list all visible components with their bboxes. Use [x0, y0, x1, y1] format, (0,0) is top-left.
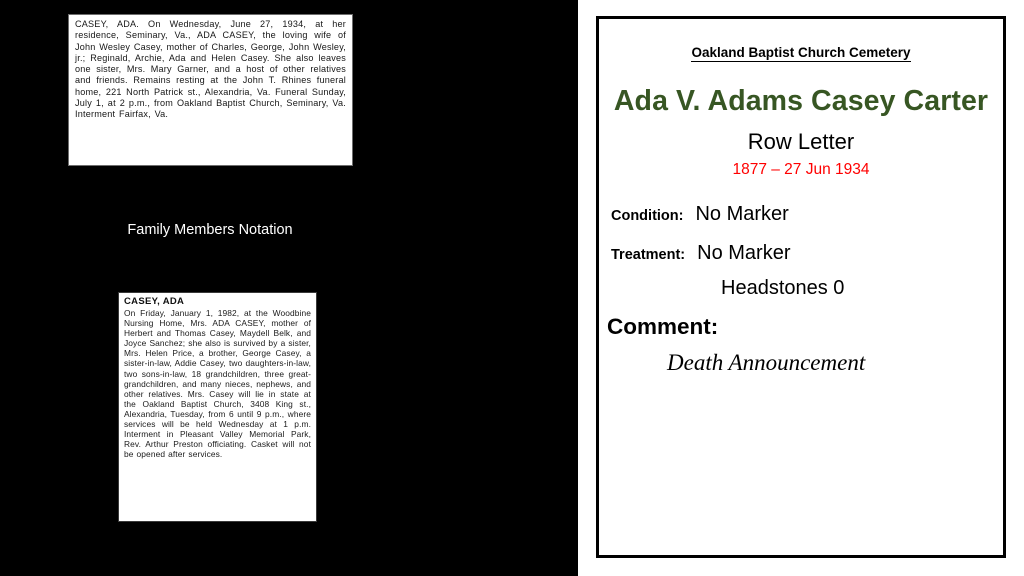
condition-label: Condition: — [611, 208, 684, 224]
headstones-count: Headstones 0 — [721, 277, 845, 299]
condition-value: No Marker — [695, 203, 789, 225]
person-name: Ada V. Adams Casey Carter — [613, 85, 989, 117]
condition-row — [599, 203, 1003, 226]
comment-label: Comment: — [607, 314, 719, 339]
cemetery-name-text: Oakland Baptist Church Cemetery — [691, 45, 911, 60]
burial-record-card — [596, 16, 1006, 558]
treatment-label: Treatment: — [611, 247, 686, 263]
right-info-panel — [578, 0, 1024, 576]
family-members-notation-caption: Family Members Notation — [127, 222, 293, 238]
treatment-value: No Marker — [697, 242, 791, 264]
obituary-clipping-1982 — [118, 292, 317, 522]
treatment-row — [599, 242, 1003, 265]
obituary-1982-text: On Friday, January 1, 1982, at the Woodbine Nursing Home, Mrs. ADA CASEY, mother of Herbert and Thomas Casey, Maydell Belk, and Joyce Sanchez; she also is survived by a sister, Mrs. Helen Price, a brother, George Casey, a sister-in-law, Addie Casey, two daughters-in-law, two sons-in-law, 18 grandchildren, three great-grandchildren, and many nieces, nephews, and other relatives. Mrs. Casey will lie in state at the Oakland Baptist Church, 3408 King st., Alexandria, Tuesday, from 6 until 9 p.m., where services will be held Wednesday at 1 p.m. Interment in Pleasant Valley Memorial Park, Rev. Arthur Preston officiating. Casket will not be opened after services. — [124, 308, 311, 460]
obituary-1934-text: CASEY, ADA. On Wednesday, June 27, 1934, at her residence, Seminary, Va., ADA CASEY, the loving wife of John Wesley Casey, mother of Charles, George, John Wesley, jr.; Reginald, Archie, Ada and Helen Casey. She also leaves one sister, Mrs. Mary Garner, and a host of other relatives and friends. Remains resting at the John T. Rhines funeral home, 221 North Patrick st., Alexandria, Va. Funeral Sunday, July 1, at 2 p.m., from Oakland Baptist Church, Seminary, Va. Interment Fairfax, Va. — [75, 19, 346, 120]
comment-value: Death Announcement — [667, 350, 866, 375]
obituary-1982-headline: CASEY, ADA — [124, 296, 185, 307]
row-letter: Row Letter — [747, 129, 855, 154]
cemetery-name — [599, 45, 1003, 60]
obituary-clipping-1934 — [68, 14, 353, 166]
life-dates: 1877 – 27 Jun 1934 — [732, 161, 870, 178]
